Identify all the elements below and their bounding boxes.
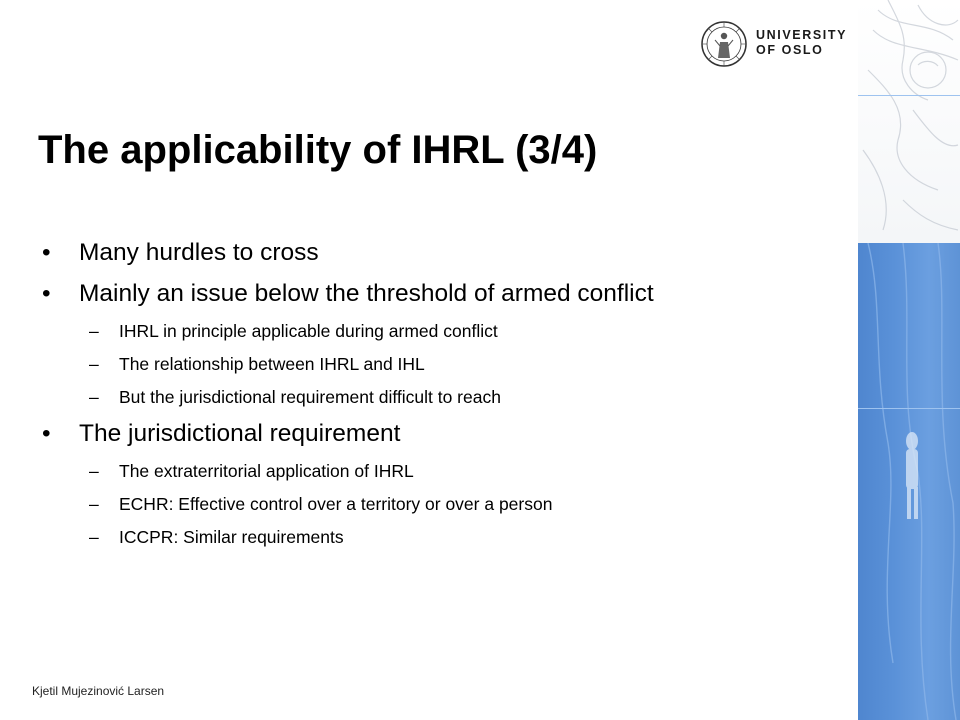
bullet-text: Many hurdles to cross (79, 239, 319, 266)
sub-bullet-marker: – (89, 461, 99, 481)
band-divider (858, 408, 960, 409)
bullet-marker: • (42, 420, 51, 447)
sub-bullet-text: IHRL in principle applicable during armed conflict (119, 321, 498, 341)
sub-bullet-item (42, 386, 842, 408)
bullet-item (42, 419, 842, 449)
decorative-blue-panel (858, 243, 960, 720)
sub-bullet-item (42, 353, 842, 375)
sub-bullet-text: The extraterritorial application of IHRL (119, 461, 414, 481)
university-seal-icon (700, 20, 748, 68)
bullet-item (42, 279, 842, 309)
slide-body (42, 238, 842, 559)
bullet-marker: • (42, 280, 51, 307)
blue-relief-icon (858, 243, 960, 720)
band-divider (858, 95, 960, 96)
sub-bullet-text: The relationship between IHRL and IHL (119, 354, 425, 374)
sub-bullet-marker: – (89, 354, 99, 374)
sub-bullet-item (42, 526, 842, 548)
sub-bullet-text: But the jurisdictional requirement difficult to reach (119, 387, 501, 407)
sub-bullet-item (42, 493, 842, 515)
sub-bullet-text: ICCPR: Similar requirements (119, 527, 344, 547)
bullet-text: Mainly an issue below the threshold of armed conflict (79, 280, 654, 307)
sub-bullet-item (42, 320, 842, 342)
sub-bullet-marker: – (89, 494, 99, 514)
sub-bullet-marker: – (89, 527, 99, 547)
bullet-item (42, 238, 842, 268)
sub-bullet-marker: – (89, 387, 99, 407)
bullet-text: The jurisdictional requirement (79, 420, 401, 447)
logo-line-1: UNIVERSITY (756, 28, 848, 42)
sub-bullet-text: ECHR: Effective control over a territory or over a person (119, 494, 553, 514)
decorative-statue-panel (858, 0, 960, 243)
logo-line-2: OF OSLO (756, 43, 824, 57)
footer-author: Kjetil Mujezinović Larsen (32, 684, 165, 698)
sub-bullet-marker: – (89, 321, 99, 341)
bullet-marker: • (42, 239, 51, 266)
sub-bullet-item (42, 460, 842, 482)
statue-relief-icon (858, 0, 960, 243)
slide-title: The applicability of IHRL (3/4) (38, 128, 598, 172)
university-logo (700, 20, 850, 70)
